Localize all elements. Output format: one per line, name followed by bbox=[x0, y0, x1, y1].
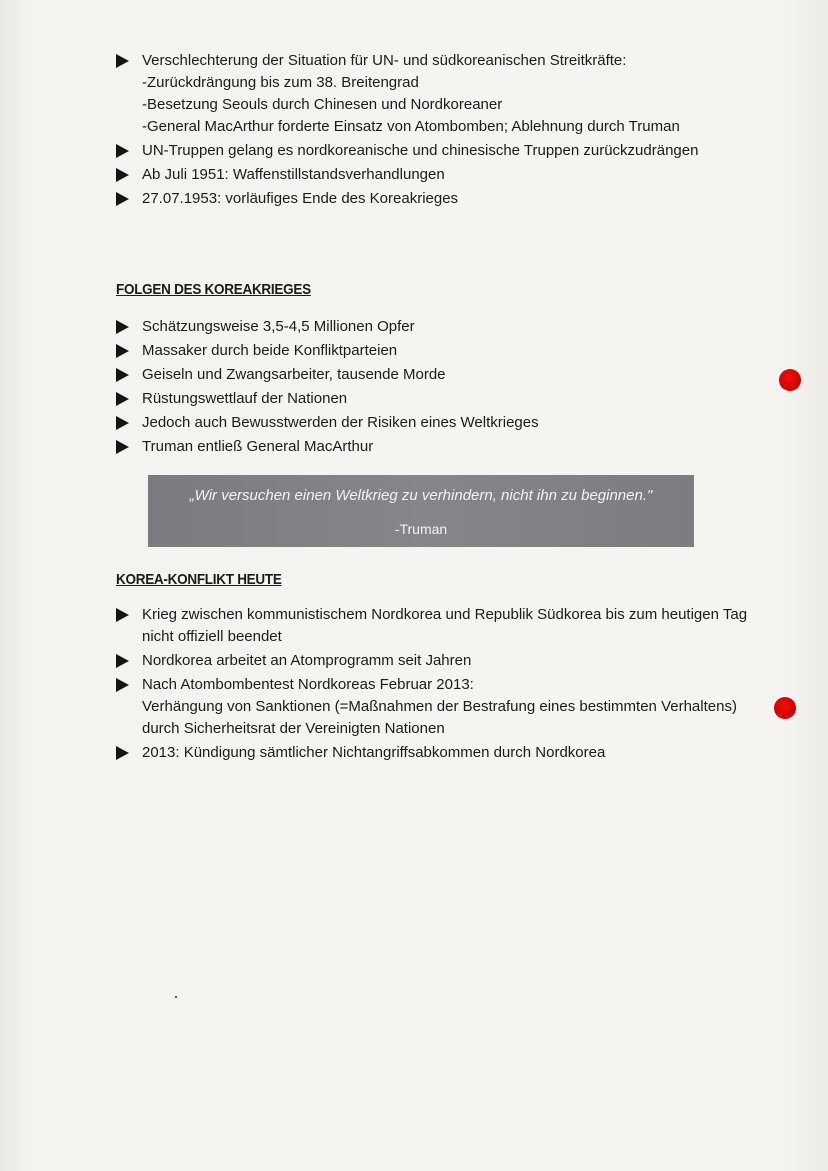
list-item bbox=[116, 364, 756, 386]
arrow-bullet-icon bbox=[116, 416, 129, 430]
heute-bullet-list bbox=[116, 604, 756, 766]
list-sub-item: Verhängung von Sanktionen (=Maßnahmen der Bestrafung eines bestimmten Verhaltens) durch Sicherheitsrat der Vereinigten Nationen bbox=[142, 698, 737, 737]
list-item bbox=[116, 650, 756, 672]
list-item-text: Rüstungswettlauf der Nationen bbox=[142, 390, 348, 407]
arrow-bullet-icon bbox=[116, 440, 129, 454]
arrow-bullet-icon bbox=[116, 344, 129, 358]
quote-box bbox=[148, 475, 694, 547]
list-item-text: 27.07.1953: vorläufiges Ende des Koreakrieges bbox=[142, 190, 459, 207]
arrow-bullet-icon bbox=[116, 746, 129, 760]
arrow-bullet-icon bbox=[116, 654, 129, 668]
section-heading-folgen: FOLGEN DES KOREAKRIEGES bbox=[116, 281, 311, 298]
list-item bbox=[116, 188, 756, 210]
list-item-text: Schätzungsweise 3,5-4,5 Millionen Opfer bbox=[142, 318, 415, 335]
top-bullet-list bbox=[116, 50, 756, 212]
folgen-bullet-list bbox=[116, 316, 756, 460]
list-item-text: Krieg zwischen kommunistischem Nordkorea und Republik Südkorea bis zum heutigen Tag nicht offiziell beendet bbox=[142, 606, 748, 645]
list-sub-item: -General MacArthur forderte Einsatz von Atombomben; Ablehnung durch Truman bbox=[142, 118, 680, 135]
list-item-text: Verschlechterung der Situation für UN- und südkoreanischen Streitkräfte: bbox=[142, 52, 627, 69]
list-item-text: Nordkorea arbeitet an Atomprogramm seit Jahren bbox=[142, 652, 472, 669]
list-item bbox=[116, 316, 756, 338]
list-item bbox=[116, 742, 756, 764]
arrow-bullet-icon bbox=[116, 144, 129, 158]
arrow-bullet-icon bbox=[116, 192, 129, 206]
list-item bbox=[116, 50, 756, 138]
quote-author: -Truman bbox=[394, 521, 448, 537]
arrow-bullet-icon bbox=[116, 168, 129, 182]
list-item bbox=[116, 140, 756, 162]
list-item bbox=[116, 388, 756, 410]
list-item-text: Geiseln und Zwangsarbeiter, tausende Morde bbox=[142, 366, 446, 383]
list-item-text: Nach Atombombentest Nordkoreas Februar 2013: bbox=[142, 676, 474, 693]
list-item bbox=[116, 604, 756, 648]
list-item bbox=[116, 164, 756, 186]
list-item bbox=[116, 412, 756, 434]
paper-speck bbox=[175, 996, 177, 998]
list-sub-item: -Zurückdrängung bis zum 38. Breitengrad bbox=[142, 74, 419, 91]
section-heading-heute: KOREA-KONFLIKT HEUTE bbox=[116, 571, 282, 588]
list-item bbox=[116, 340, 756, 362]
arrow-bullet-icon bbox=[116, 54, 129, 68]
list-item bbox=[116, 674, 756, 740]
hole-punch-mark-bottom bbox=[774, 697, 796, 719]
arrow-bullet-icon bbox=[116, 678, 129, 692]
arrow-bullet-icon bbox=[116, 392, 129, 406]
list-item-text: Truman entließ General MacArthur bbox=[142, 438, 374, 455]
list-item bbox=[116, 436, 756, 458]
arrow-bullet-icon bbox=[116, 368, 129, 382]
list-item-text: 2013: Kündigung sämtlicher Nichtangriffsabkommen durch Nordkorea bbox=[142, 744, 606, 761]
arrow-bullet-icon bbox=[116, 320, 129, 334]
list-item-text: UN-Truppen gelang es nordkoreanische und chinesische Truppen zurückzudrängen bbox=[142, 142, 699, 159]
list-item-text: Jedoch auch Bewusstwerden der Risiken eines Weltkrieges bbox=[142, 414, 539, 431]
list-sub-item: -Besetzung Seouls durch Chinesen und Nordkoreaner bbox=[142, 96, 503, 113]
arrow-bullet-icon bbox=[116, 608, 129, 622]
hole-punch-mark-top bbox=[779, 369, 801, 391]
quote-text: „Wir versuchen einen Weltkrieg zu verhindern, nicht ihn zu beginnen." bbox=[189, 487, 653, 504]
list-item-text: Massaker durch beide Konfliktparteien bbox=[142, 342, 398, 359]
list-item-text: Ab Juli 1951: Waffenstillstandsverhandlungen bbox=[142, 166, 445, 183]
